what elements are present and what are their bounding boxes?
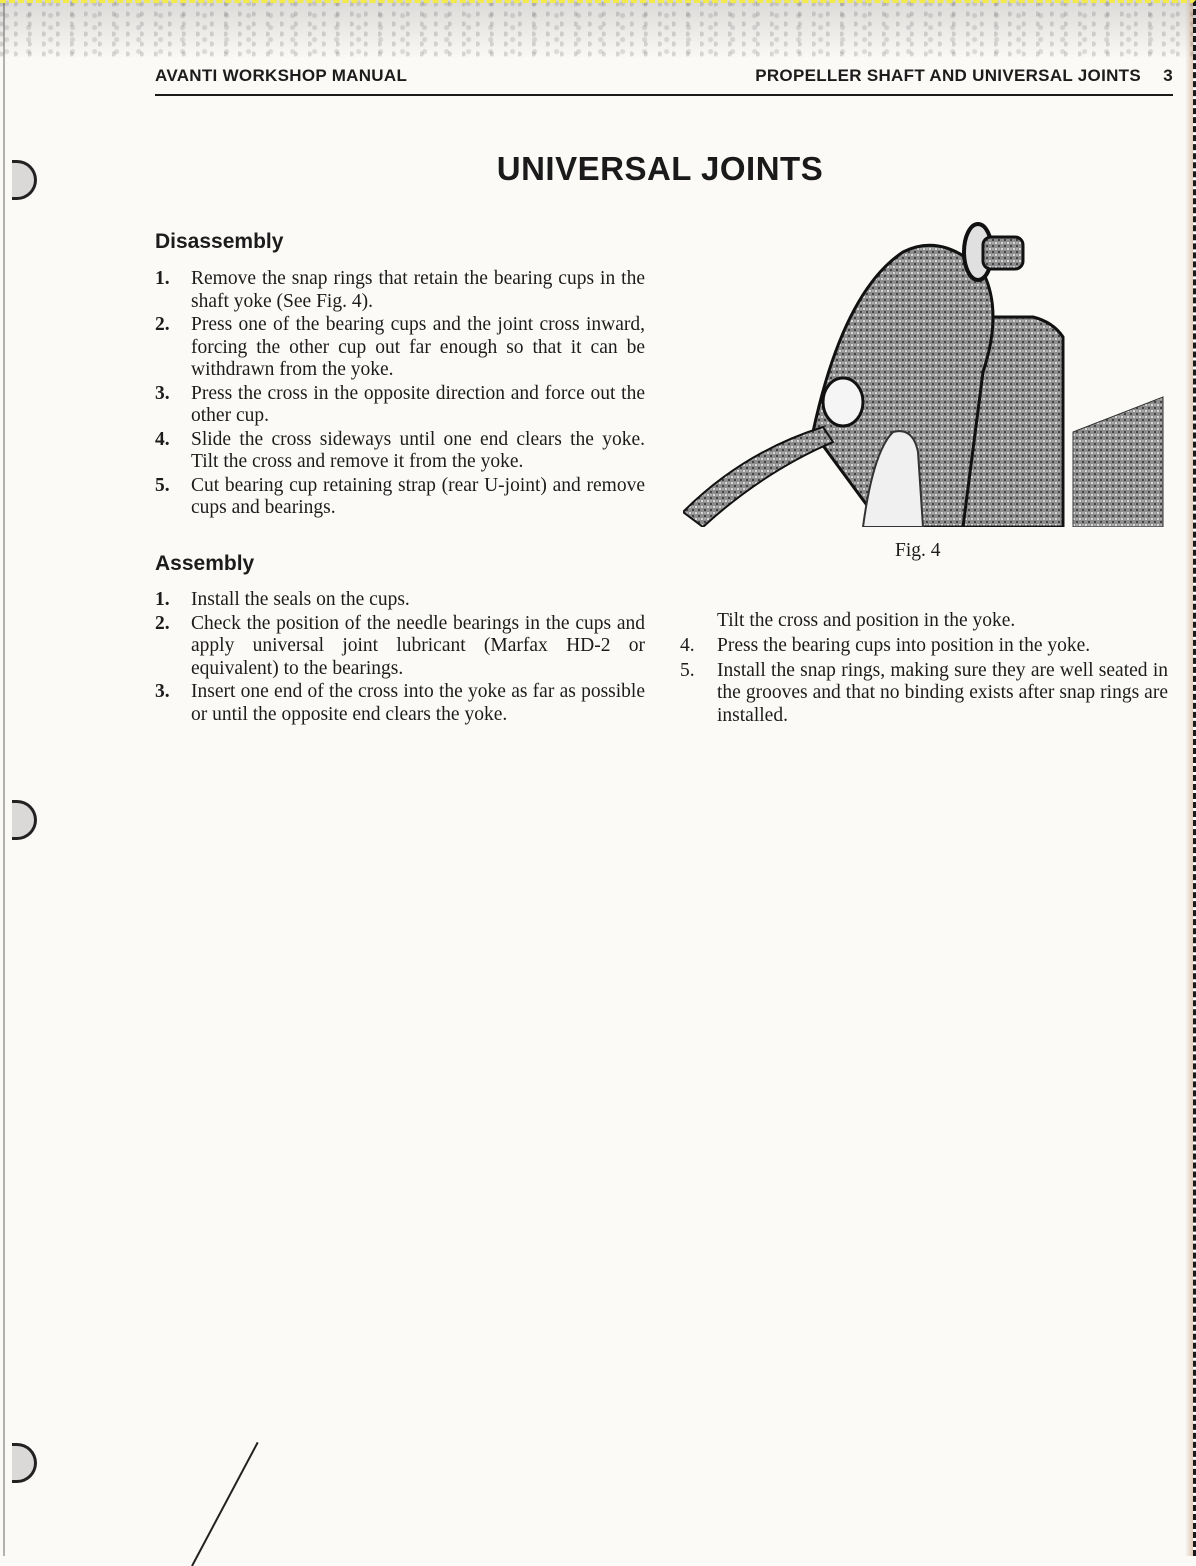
list-item: 2. Check the position of the needle bearings in the cups and apply universal joint lubricant (Marfax HD-2 or equivalent) to the bearings. — [155, 612, 645, 679]
page-right-edge — [1185, 0, 1193, 1556]
list-item: 3. Insert one end of the cross into the yoke as far as possible or until the opposite end clears the yoke. — [155, 681, 645, 725]
stray-pen-mark — [191, 1442, 258, 1566]
manual-title: AVANTI WORKSHOP MANUAL — [155, 66, 408, 85]
binder-punch-hole-bottom — [12, 1443, 37, 1483]
list-item: 4. Slide the cross sideways until one end clears the yoke. Tilt the cross and remove it from the yoke. — [155, 428, 645, 472]
page-left-edge — [3, 0, 5, 1556]
page-title: UNIVERSAL JOINTS — [496, 150, 824, 187]
assembly-steps-continued — [680, 635, 1168, 729]
page-number: 3 — [1163, 66, 1173, 85]
running-header — [155, 64, 1173, 96]
section-title: PROPELLER SHAFT AND UNIVERSAL JOINTS — [755, 66, 1141, 85]
list-item: 4. Press the bearing cups into position in the yoke. — [680, 635, 1091, 656]
figure-4-photo — [683, 212, 1168, 527]
binder-punch-hole-middle — [12, 800, 37, 840]
list-item: 5. Install the snap rings, making sure they are well seated in the grooves and that no binding exists after snap rings are installed. — [680, 659, 1168, 726]
list-item: 1. Remove the snap rings that retain the bearing cups in the shaft yoke (See Fig. 4). — [155, 268, 645, 312]
disassembly-steps — [155, 268, 645, 521]
list-item: 3. Press the cross in the opposite direction and force out the other cup. — [155, 382, 645, 426]
universal-joint-pliers-illustration — [683, 212, 1168, 527]
page-scan-noise-top — [0, 0, 1196, 60]
disassembly-heading: Disassembly — [155, 230, 284, 253]
list-item: 5. Cut bearing cup retaining strap (rear U-joint) and remove cups and bearings. — [155, 474, 645, 518]
assembly-steps — [155, 589, 645, 727]
figure-caption: Fig. 4 — [895, 540, 941, 561]
list-item: 1. Install the seals on the cups. — [155, 589, 410, 610]
list-item: 2. Press one of the bearing cups and the joint cross inward, forcing the other cup out far enough so that it can be withdrawn from the yoke. — [155, 314, 645, 380]
assembly-heading: Assembly — [155, 552, 255, 575]
assembly-continuation-text: Tilt the cross and position in the yoke. — [717, 610, 1016, 631]
